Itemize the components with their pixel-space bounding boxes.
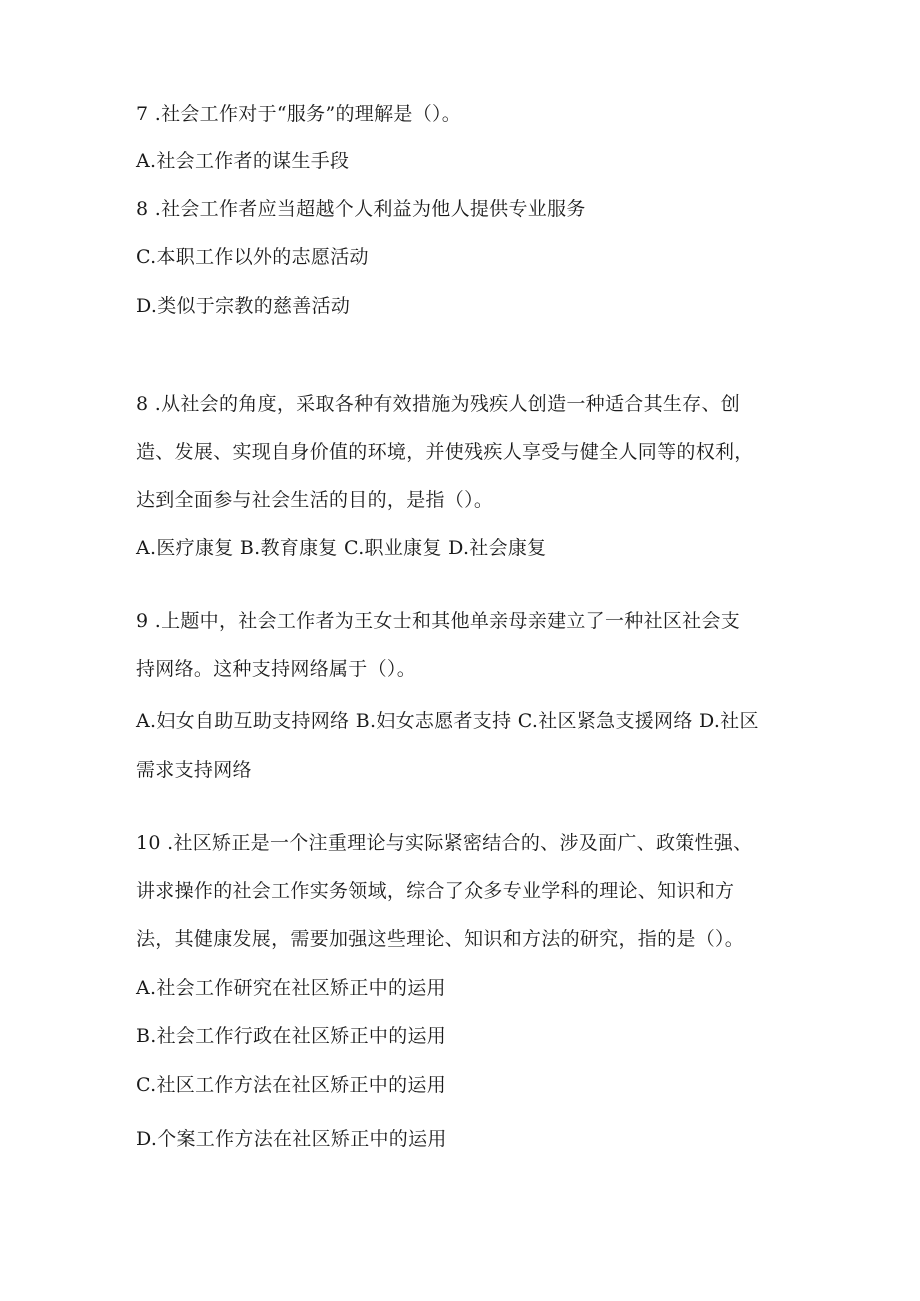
question-8-options: A.医疗康复 B.教育康复 C.职业康复 D.社会康复 [136,537,547,559]
question-10-text-line-2: 讲求操作的社会工作实务领域，综合了众多专业学科的理论、知识和方 [136,880,735,902]
question-7-option-a: A.社会工作者的谋生手段 [136,150,350,172]
question-8-text-line-1: 8 .从社会的角度，采取各种有效措施为残疾人创造一种适合其生存、创 [136,393,741,415]
question-10-option-c: C.社区工作方法在社区矫正中的运用 [136,1074,447,1096]
question-9-options-line-1: A.妇女自助互助支持网络 B.妇女志愿者支持 C.社区紧急支援网络 D.社区 [136,710,759,732]
question-7-text: 7 .社会工作对于“服务”的理解是（）。 [136,103,462,125]
question-10-option-b: B.社会工作行政在社区矫正中的运用 [136,1025,447,1047]
question-8-text-line-3: 达到全面参与社会生活的目的，是指（）。 [136,489,494,511]
question-7-option-d: D.类似于宗教的慈善活动 [136,295,351,317]
question-9-options-line-2: 需求支持网络 [136,759,252,781]
question-10-text-line-1: 10 .社区矫正是一个注重理论与实际紧密结合的、涉及面广、政策性强、 [136,832,753,854]
question-10-option-d: D.个案工作方法在社区矫正中的运用 [136,1128,447,1150]
question-9-text-line-1: 9 .上题中，社会工作者为王女士和其他单亲母亲建立了一种社区社会支 [136,610,741,632]
question-10-option-a: A.社会工作研究在社区矫正中的运用 [136,977,446,999]
question-7-option-c: C.本职工作以外的志愿活动 [136,246,369,268]
question-8-text-line-2: 造、发展、实现自身价值的环境，并使残疾人享受与健全人同等的权利， [136,441,754,463]
question-7-option-b: 8 .社会工作者应当超越个人利益为他人提供专业服务 [136,198,586,220]
question-9-text-line-2: 持网络。这种支持网络属于（）。 [136,658,417,680]
question-10-text-line-3: 法，其健康发展，需要加强这些理论、知识和方法的研究，指的是（）。 [136,928,745,950]
